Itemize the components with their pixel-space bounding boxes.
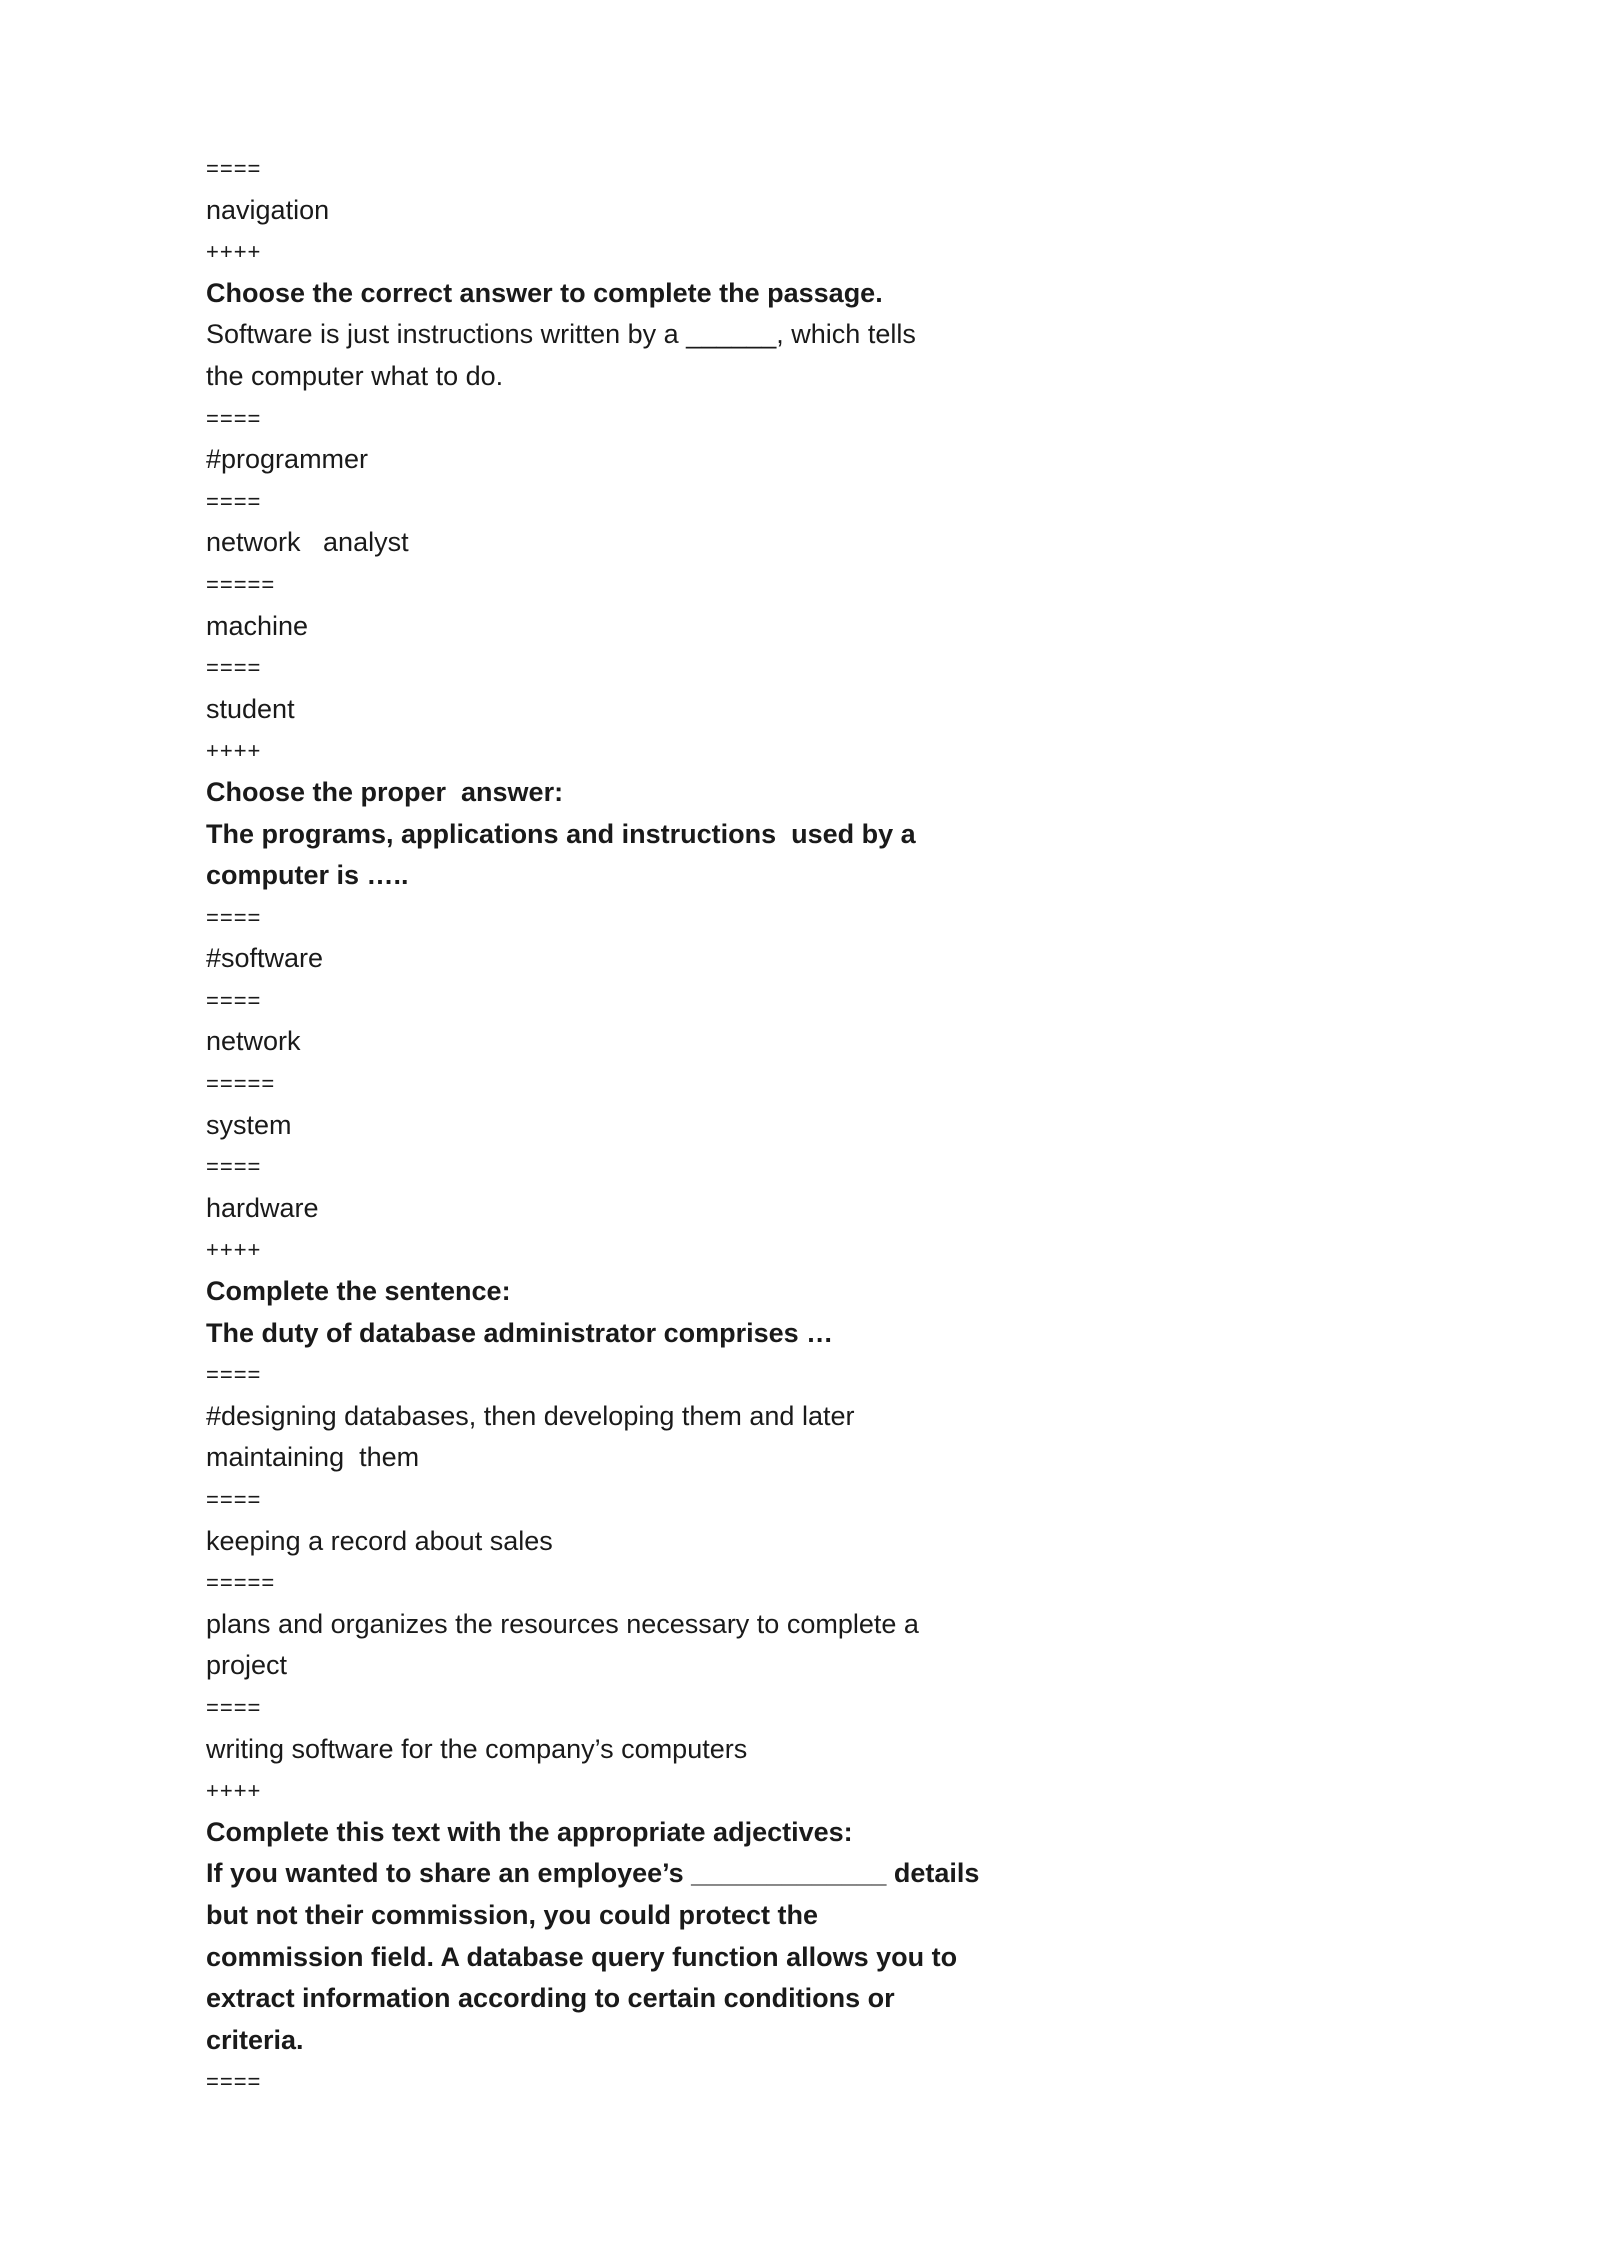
separator-line: =====: [206, 1570, 276, 1596]
separator-line: ====: [206, 1694, 262, 1720]
text-line: maintaining them: [206, 1442, 420, 1473]
text-line: machine: [206, 610, 309, 641]
text-line: keeping a record about sales: [206, 1525, 553, 1556]
separator-line: ++++: [206, 1778, 262, 1804]
question-line: Choose the correct answer to complete the passage.: [206, 277, 883, 308]
text-line: system: [206, 1109, 292, 1140]
question-line: If you wanted to share an employee’s _____________ details: [206, 1858, 980, 1889]
text-line: network: [206, 1026, 301, 1057]
separator-line: ====: [206, 405, 262, 431]
question-line: The duty of database administrator comprises …: [206, 1317, 834, 1348]
question-line: extract information according to certain conditions or: [206, 1983, 895, 2014]
question-line: computer is …..: [206, 860, 409, 891]
separator-line: ++++: [206, 1237, 262, 1263]
text-line: project: [206, 1650, 288, 1681]
separator-line: ++++: [206, 738, 262, 764]
question-line: but not their commission, you could protect the: [206, 1899, 819, 1930]
question-line: Complete this text with the appropriate adjectives:: [206, 1816, 853, 1847]
text-line: network analyst: [206, 527, 409, 558]
separator-line: ====: [206, 1362, 262, 1388]
text-line: #software: [206, 943, 324, 974]
separator-line: ====: [206, 2069, 262, 2095]
separator-line: ====: [206, 1154, 262, 1180]
separator-line: =====: [206, 1071, 276, 1097]
separator-line: ====: [206, 1487, 262, 1512]
separator-line: ====: [206, 488, 262, 514]
separator-line: ++++: [206, 239, 262, 265]
separator-line: ====: [206, 156, 262, 181]
question-line: Choose the proper answer:: [206, 776, 564, 807]
text-line: student: [206, 693, 295, 724]
separator-line: ====: [206, 987, 262, 1013]
text-line: plans and organizes the resources necessary to complete a: [206, 1608, 919, 1639]
question-line: Complete the sentence:: [206, 1276, 511, 1307]
text-line: #designing databases, then developing them and later: [206, 1400, 855, 1431]
text-line: hardware: [206, 1192, 319, 1223]
question-line: criteria.: [206, 2024, 304, 2055]
separator-line: ====: [206, 655, 262, 681]
text-line: the computer what to do.: [206, 360, 504, 391]
text-line: Software is just instructions written by a ______, which tells: [206, 319, 916, 350]
question-line: The programs, applications and instructions used by a: [206, 818, 916, 849]
text-line: writing software for the company’s computers: [206, 1733, 748, 1764]
text-line: #programmer: [206, 444, 369, 475]
text-line: navigation: [206, 194, 330, 225]
document-page: [206, 148, 1006, 2103]
question-line: commission field. A database query function allows you to: [206, 1941, 958, 1972]
separator-line: =====: [206, 571, 276, 597]
separator-line: ====: [206, 904, 262, 930]
